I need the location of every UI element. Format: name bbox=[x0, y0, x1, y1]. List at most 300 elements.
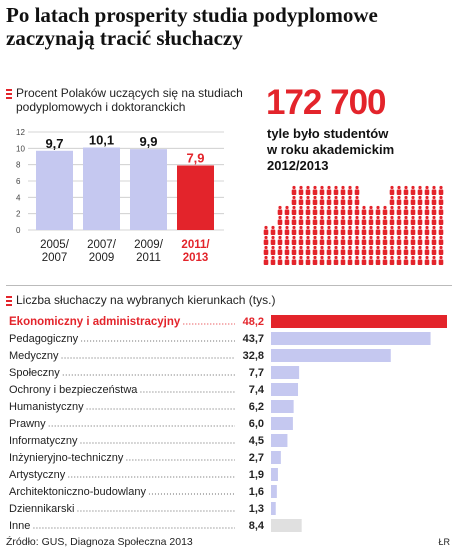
person-head bbox=[425, 236, 428, 239]
person-body bbox=[271, 260, 276, 266]
person-body bbox=[418, 220, 423, 226]
person-head bbox=[341, 206, 344, 209]
y-tick-label: 12 bbox=[16, 128, 25, 137]
person-head bbox=[320, 236, 323, 239]
person-head bbox=[369, 246, 372, 249]
person-head bbox=[341, 196, 344, 199]
person-body bbox=[348, 250, 353, 256]
person-icon bbox=[285, 256, 290, 265]
person-head bbox=[278, 226, 281, 229]
person-head bbox=[278, 216, 281, 219]
person-body bbox=[306, 230, 311, 236]
person-icon bbox=[299, 226, 304, 235]
person-body bbox=[355, 250, 360, 256]
person-head bbox=[439, 206, 442, 209]
person-body bbox=[292, 260, 297, 266]
person-head bbox=[327, 216, 330, 219]
person-head bbox=[383, 256, 386, 259]
person-head bbox=[313, 236, 316, 239]
person-icon bbox=[432, 256, 437, 265]
person-body bbox=[390, 240, 395, 246]
person-head bbox=[369, 256, 372, 259]
person-head bbox=[369, 216, 372, 219]
person-head bbox=[404, 226, 407, 229]
person-body bbox=[418, 230, 423, 236]
person-body bbox=[404, 260, 409, 266]
person-head bbox=[432, 256, 435, 259]
person-icon bbox=[320, 196, 325, 205]
person-icon bbox=[397, 186, 402, 195]
bar bbox=[271, 434, 287, 447]
person-head bbox=[334, 246, 337, 249]
person-head bbox=[376, 236, 379, 239]
bar bbox=[271, 400, 294, 413]
person-icon bbox=[418, 206, 423, 215]
person-body bbox=[404, 230, 409, 236]
person-head bbox=[348, 236, 351, 239]
person-body bbox=[383, 230, 388, 236]
person-body bbox=[369, 220, 374, 226]
person-body bbox=[313, 230, 318, 236]
person-body bbox=[348, 260, 353, 266]
bar-value-label: 9,7 bbox=[45, 135, 64, 151]
bar-value-label: 48,2 bbox=[242, 316, 264, 328]
person-body bbox=[362, 210, 367, 216]
person-head bbox=[390, 246, 393, 249]
person-body bbox=[341, 260, 346, 266]
person-body bbox=[292, 230, 297, 236]
person-icon bbox=[306, 226, 311, 235]
person-head bbox=[327, 236, 330, 239]
person-icon bbox=[355, 216, 360, 225]
person-body bbox=[411, 260, 416, 266]
bar-value-label: 6,0 bbox=[248, 418, 264, 430]
person-icon bbox=[320, 236, 325, 245]
bar-value-label: 1,9 bbox=[248, 469, 264, 481]
category-label: Artystyczny bbox=[9, 469, 66, 481]
person-body bbox=[327, 190, 332, 196]
person-head bbox=[348, 196, 351, 199]
person-icon bbox=[390, 226, 395, 235]
person-head bbox=[348, 216, 351, 219]
bar-value-label: 10,1 bbox=[88, 132, 115, 148]
person-body bbox=[439, 250, 444, 256]
person-head bbox=[411, 186, 414, 189]
person-icon bbox=[390, 196, 395, 205]
bar bbox=[271, 519, 302, 532]
person-icon bbox=[432, 226, 437, 235]
person-head bbox=[320, 196, 323, 199]
bar bbox=[271, 468, 278, 481]
person-head bbox=[285, 236, 288, 239]
person-head bbox=[411, 216, 414, 219]
person-head bbox=[418, 226, 421, 229]
person-icon bbox=[285, 246, 290, 255]
person-body bbox=[418, 200, 423, 206]
person-body bbox=[355, 190, 360, 196]
person-icon bbox=[390, 246, 395, 255]
person-body bbox=[411, 190, 416, 196]
person-icon bbox=[341, 236, 346, 245]
person-icon bbox=[348, 196, 353, 205]
person-body bbox=[397, 190, 402, 196]
person-body bbox=[404, 240, 409, 246]
person-head bbox=[313, 186, 316, 189]
person-body bbox=[313, 190, 318, 196]
person-icon bbox=[439, 236, 444, 245]
person-body bbox=[390, 200, 395, 206]
person-icon bbox=[264, 236, 269, 245]
person-head bbox=[327, 226, 330, 229]
person-body bbox=[285, 260, 290, 266]
person-icon bbox=[362, 226, 367, 235]
person-body bbox=[390, 190, 395, 196]
caption-line: w roku akademickim bbox=[267, 142, 395, 157]
person-body bbox=[432, 230, 437, 236]
person-head bbox=[432, 196, 435, 199]
person-head bbox=[425, 196, 428, 199]
person-icon bbox=[348, 206, 353, 215]
person-icon bbox=[411, 246, 416, 255]
person-body bbox=[376, 230, 381, 236]
person-head bbox=[355, 186, 358, 189]
person-icon bbox=[278, 206, 283, 215]
person-icon bbox=[348, 226, 353, 235]
person-icon bbox=[355, 256, 360, 265]
person-head bbox=[425, 206, 428, 209]
person-icon bbox=[306, 186, 311, 195]
person-head bbox=[299, 256, 302, 259]
y-tick-label: 10 bbox=[16, 144, 25, 154]
person-head bbox=[292, 226, 295, 229]
person-icon bbox=[292, 196, 297, 205]
person-head bbox=[320, 186, 323, 189]
x-tick-label: 2013 bbox=[182, 252, 209, 264]
category-label: Inżynieryjno-techniczny bbox=[9, 452, 124, 464]
person-head bbox=[376, 226, 379, 229]
person-head bbox=[334, 256, 337, 259]
person-body bbox=[411, 230, 416, 236]
person-head bbox=[425, 226, 428, 229]
person-head bbox=[320, 206, 323, 209]
person-icon bbox=[299, 196, 304, 205]
person-body bbox=[369, 230, 374, 236]
person-head bbox=[376, 256, 379, 259]
person-icon bbox=[404, 246, 409, 255]
category-label: Pedagogiczny bbox=[9, 333, 79, 345]
person-icon bbox=[432, 206, 437, 215]
person-head bbox=[306, 236, 309, 239]
person-body bbox=[355, 220, 360, 226]
person-icon bbox=[355, 196, 360, 205]
bar-value-label: 8,4 bbox=[248, 520, 264, 532]
person-body bbox=[271, 250, 276, 256]
person-head bbox=[411, 256, 414, 259]
person-body bbox=[341, 190, 346, 196]
person-icon bbox=[439, 256, 444, 265]
person-body bbox=[299, 240, 304, 246]
category-label: Ochrony i bezpieczeństwa bbox=[9, 384, 138, 396]
person-body bbox=[404, 210, 409, 216]
person-body bbox=[369, 210, 374, 216]
person-icon bbox=[355, 246, 360, 255]
person-head bbox=[397, 226, 400, 229]
x-tick-label: 2005/ bbox=[40, 239, 69, 251]
person-head bbox=[278, 246, 281, 249]
person-icon bbox=[390, 236, 395, 245]
person-head bbox=[334, 236, 337, 239]
person-body bbox=[306, 220, 311, 226]
person-head bbox=[306, 186, 309, 189]
person-head bbox=[383, 226, 386, 229]
person-icon bbox=[418, 246, 423, 255]
person-body bbox=[390, 260, 395, 266]
person-icon bbox=[292, 256, 297, 265]
person-head bbox=[439, 196, 442, 199]
person-icon bbox=[320, 186, 325, 195]
person-icon bbox=[327, 216, 332, 225]
person-head bbox=[390, 196, 393, 199]
person-icon bbox=[404, 226, 409, 235]
bar-value-label: 4,5 bbox=[248, 435, 264, 447]
person-head bbox=[306, 196, 309, 199]
person-head bbox=[390, 186, 393, 189]
person-icon bbox=[439, 246, 444, 255]
person-head bbox=[411, 196, 414, 199]
person-icon bbox=[390, 216, 395, 225]
student-count: 172 700 bbox=[266, 83, 386, 122]
y-tick-label: 0 bbox=[16, 226, 21, 235]
person-body bbox=[320, 230, 325, 236]
person-body bbox=[404, 250, 409, 256]
person-body bbox=[348, 220, 353, 226]
person-body bbox=[313, 260, 318, 266]
person-head bbox=[306, 216, 309, 219]
person-head bbox=[432, 186, 435, 189]
person-head bbox=[390, 206, 393, 209]
person-body bbox=[278, 210, 283, 216]
person-icon bbox=[306, 236, 311, 245]
person-head bbox=[264, 226, 267, 229]
person-icon bbox=[397, 206, 402, 215]
person-body bbox=[306, 250, 311, 256]
person-body bbox=[299, 190, 304, 196]
y-tick-label: 2 bbox=[16, 209, 21, 219]
person-icon bbox=[334, 226, 339, 235]
person-head bbox=[397, 196, 400, 199]
person-icon bbox=[439, 196, 444, 205]
person-head bbox=[320, 256, 323, 259]
person-icon bbox=[320, 206, 325, 215]
person-head bbox=[355, 206, 358, 209]
bar-value-label: 9,9 bbox=[139, 134, 158, 150]
person-body bbox=[313, 220, 318, 226]
person-icon bbox=[348, 216, 353, 225]
person-body bbox=[285, 230, 290, 236]
person-head bbox=[439, 216, 442, 219]
bar bbox=[83, 148, 120, 230]
person-head bbox=[320, 246, 323, 249]
person-icon bbox=[383, 236, 388, 245]
person-icon bbox=[383, 206, 388, 215]
person-icon bbox=[313, 186, 318, 195]
person-icon bbox=[299, 186, 304, 195]
person-icon bbox=[334, 216, 339, 225]
person-head bbox=[299, 196, 302, 199]
person-head bbox=[313, 196, 316, 199]
person-icon bbox=[299, 256, 304, 265]
person-body bbox=[390, 220, 395, 226]
person-body bbox=[299, 210, 304, 216]
person-head bbox=[418, 256, 421, 259]
person-icon bbox=[341, 196, 346, 205]
person-icon bbox=[264, 226, 269, 235]
person-icon bbox=[348, 256, 353, 265]
person-body bbox=[411, 250, 416, 256]
person-icon bbox=[411, 216, 416, 225]
person-head bbox=[397, 216, 400, 219]
bar bbox=[271, 502, 276, 515]
person-body bbox=[439, 210, 444, 216]
person-body bbox=[313, 250, 318, 256]
person-icon bbox=[327, 226, 332, 235]
person-head bbox=[439, 246, 442, 249]
person-head bbox=[362, 206, 365, 209]
person-icon bbox=[327, 196, 332, 205]
person-icon bbox=[432, 196, 437, 205]
person-head bbox=[369, 206, 372, 209]
person-icon bbox=[278, 226, 283, 235]
person-body bbox=[348, 200, 353, 206]
person-icon bbox=[306, 216, 311, 225]
person-body bbox=[320, 250, 325, 256]
person-head bbox=[271, 226, 274, 229]
person-body bbox=[292, 240, 297, 246]
person-body bbox=[439, 190, 444, 196]
person-body bbox=[327, 200, 332, 206]
person-body bbox=[334, 220, 339, 226]
person-icon bbox=[320, 216, 325, 225]
person-head bbox=[439, 226, 442, 229]
bar bbox=[271, 366, 299, 379]
person-body bbox=[306, 190, 311, 196]
person-head bbox=[306, 206, 309, 209]
person-icon bbox=[418, 216, 423, 225]
person-icon bbox=[299, 236, 304, 245]
bar-value-label: 6,2 bbox=[248, 401, 264, 413]
person-body bbox=[404, 190, 409, 196]
person-icon bbox=[327, 246, 332, 255]
person-head bbox=[383, 216, 386, 219]
person-body bbox=[285, 250, 290, 256]
person-icon bbox=[334, 186, 339, 195]
person-head bbox=[425, 186, 428, 189]
person-icon bbox=[341, 216, 346, 225]
person-head bbox=[348, 206, 351, 209]
person-head bbox=[362, 246, 365, 249]
person-body bbox=[418, 240, 423, 246]
person-body bbox=[383, 210, 388, 216]
person-head bbox=[355, 216, 358, 219]
person-icon bbox=[376, 256, 381, 265]
x-tick-label: 2007/ bbox=[87, 239, 116, 251]
person-body bbox=[348, 190, 353, 196]
person-body bbox=[313, 210, 318, 216]
person-icon bbox=[376, 216, 381, 225]
person-body bbox=[292, 190, 297, 196]
person-head bbox=[376, 206, 379, 209]
person-body bbox=[327, 240, 332, 246]
person-head bbox=[264, 256, 267, 259]
person-icon bbox=[383, 256, 388, 265]
person-icon bbox=[369, 216, 374, 225]
person-icon bbox=[411, 196, 416, 205]
person-head bbox=[327, 206, 330, 209]
person-body bbox=[390, 250, 395, 256]
person-icon bbox=[362, 256, 367, 265]
person-body bbox=[383, 220, 388, 226]
person-icon bbox=[411, 206, 416, 215]
person-body bbox=[320, 220, 325, 226]
person-head bbox=[425, 246, 428, 249]
person-body bbox=[397, 240, 402, 246]
person-body bbox=[376, 210, 381, 216]
person-head bbox=[369, 236, 372, 239]
person-icon bbox=[320, 256, 325, 265]
person-body bbox=[306, 210, 311, 216]
person-body bbox=[278, 250, 283, 256]
person-body bbox=[264, 250, 269, 256]
person-icon bbox=[362, 206, 367, 215]
person-body bbox=[411, 200, 416, 206]
person-icon bbox=[362, 246, 367, 255]
person-head bbox=[383, 236, 386, 239]
person-body bbox=[355, 260, 360, 266]
person-body bbox=[341, 200, 346, 206]
person-head bbox=[432, 246, 435, 249]
person-icon bbox=[376, 236, 381, 245]
bar-value-label: 43,7 bbox=[242, 333, 264, 345]
person-body bbox=[397, 260, 402, 266]
person-body bbox=[383, 240, 388, 246]
person-icon bbox=[327, 186, 332, 195]
person-icon bbox=[439, 206, 444, 215]
person-body bbox=[362, 230, 367, 236]
bar-value-label: 2,7 bbox=[248, 452, 264, 464]
person-body bbox=[418, 250, 423, 256]
x-tick-label: 2011/ bbox=[181, 239, 210, 251]
person-body bbox=[334, 210, 339, 216]
bar-value-label: 7,7 bbox=[248, 367, 264, 379]
person-body bbox=[362, 260, 367, 266]
person-head bbox=[306, 226, 309, 229]
caption-line: tyle było studentów bbox=[267, 126, 389, 141]
y-tick-label: 4 bbox=[16, 193, 21, 203]
person-head bbox=[313, 256, 316, 259]
person-icon bbox=[278, 236, 283, 245]
author-credit: ŁR bbox=[438, 537, 450, 547]
person-icon bbox=[313, 256, 318, 265]
person-icon bbox=[376, 246, 381, 255]
section1-heading: Procent Polaków uczących się na studiach podyplomowych i doktoranckich bbox=[16, 86, 243, 114]
person-icon bbox=[306, 256, 311, 265]
person-icon bbox=[320, 246, 325, 255]
person-head bbox=[348, 186, 351, 189]
person-icon bbox=[355, 206, 360, 215]
person-icon bbox=[341, 246, 346, 255]
category-label: Ekonomiczny i administracyjny bbox=[9, 316, 181, 328]
person-body bbox=[404, 200, 409, 206]
